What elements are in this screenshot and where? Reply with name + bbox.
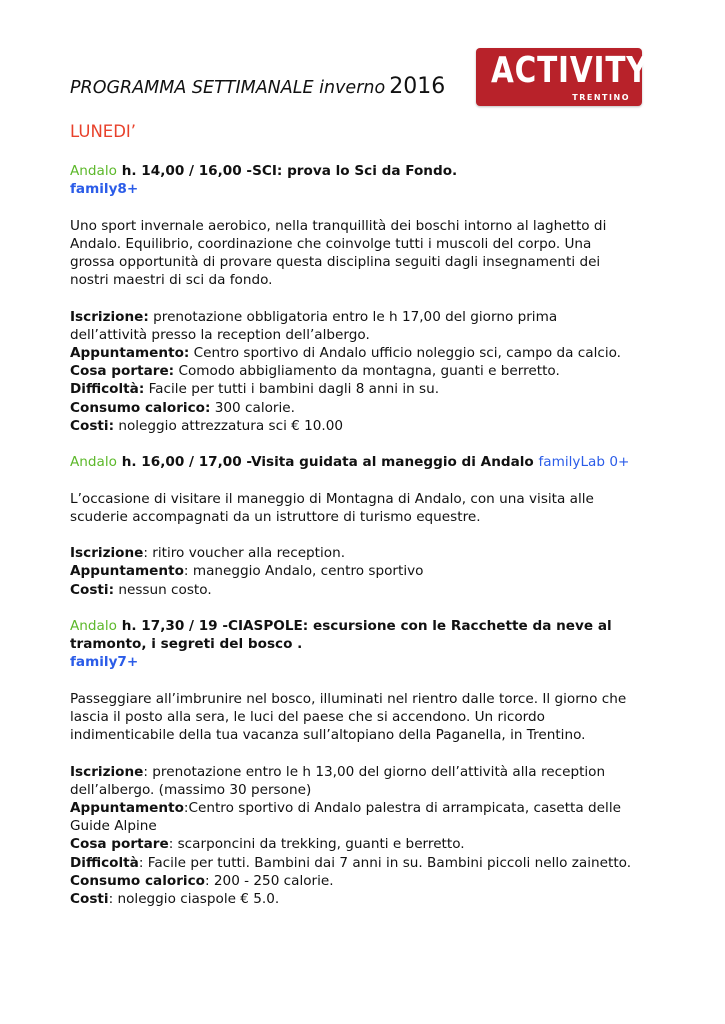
detail-label: Iscrizione: [70, 308, 149, 325]
detail-cosa-portare [70, 835, 670, 853]
event-ciaspole [70, 617, 670, 908]
event-heading-text: h. 16,00 / 17,00 -Visita guidata al maneggio di Andalo [116, 454, 539, 471]
event-description-line: Passeggiare all’imbrunire nel bosco, illuminati nel rientro dalle torce. Il giorno che [70, 690, 627, 707]
detail-costi [70, 890, 670, 908]
detail-label: Iscrizione [70, 763, 144, 780]
event-heading-continuation: tramonto, i segreti del bosco . [70, 636, 303, 653]
detail-label: Iscrizione [70, 545, 144, 562]
detail-continuation: Guide Alpine [70, 818, 157, 835]
detail-appuntamento [70, 799, 670, 817]
event-description-line: nostri maestri di sci da fondo. [70, 272, 273, 289]
detail-value: nessun costo. [114, 581, 212, 598]
detail-continuation: dell’attività presso la reception dell’albergo. [70, 326, 370, 343]
detail-label: Cosa portare: [70, 363, 175, 380]
detail-label: Appuntamento [70, 799, 184, 816]
detail-label: Consumo calorico: [70, 399, 211, 416]
activity-trentino-logo [476, 48, 649, 106]
detail-value: prenotazione obbligatoria entro le h 17,00 del giorno prima [148, 308, 558, 325]
event-description-line: indimenticabile della tua vacanza sull’altopiano della Paganella, in Trentino. [70, 727, 586, 744]
detail-iscrizione [70, 544, 670, 562]
detail-value: 300 calorie. [210, 399, 295, 416]
detail-difficolta [70, 854, 670, 872]
program-content [70, 162, 670, 908]
detail-appuntamento [70, 562, 670, 580]
detail-label: Difficoltà: [70, 381, 145, 398]
detail-value: :Centro sportivo di Andalo palestra di arrampicata, casetta delle [183, 799, 621, 816]
detail-value: : prenotazione entro le h 13,00 del giorno dell’attività alla reception [143, 763, 606, 780]
event-description-line: Andalo. Equilibrio, coordinazione che coinvolge tutti i muscoli del corpo. Una [70, 235, 592, 252]
detail-cosa-portare [70, 362, 670, 380]
event-family-tag: family7+ [70, 654, 139, 671]
detail-value: : ritiro voucher alla reception. [143, 545, 346, 562]
event-visita-maneggio [70, 453, 670, 599]
detail-label: Appuntamento: [70, 345, 190, 361]
day-heading: LUNEDI’ [70, 122, 137, 141]
detail-iscrizione [70, 763, 670, 781]
detail-label: Appuntamento [70, 563, 184, 580]
page-title [70, 74, 445, 99]
detail-consumo-calorico [70, 872, 670, 890]
event-family-tag: family8+ [70, 181, 139, 198]
detail-value: : Facile per tutti. Bambini dai 7 anni in su. Bambini piccoli nello zainetto. [138, 854, 632, 871]
event-heading [70, 453, 670, 471]
detail-difficolta [70, 380, 670, 398]
page-title-text: PROGRAMMA SETTIMANALE inverno [70, 78, 386, 98]
event-description-line: lascia il posto alla sera, le luci del paese che si accendono. Un ricordo [70, 708, 545, 725]
detail-value: noleggio attrezzatura sci € 10.00 [114, 417, 344, 434]
detail-label: Costi [70, 891, 109, 907]
event-heading [70, 162, 670, 180]
detail-value: Centro sportivo di Andalo ufficio noleggio sci, campo da calcio. [189, 345, 622, 361]
detail-appuntamento [70, 344, 670, 362]
logo-subtitle: TRENTINO [572, 93, 630, 102]
event-place: Andalo [70, 454, 117, 471]
event-place: Andalo [70, 163, 117, 179]
detail-value: : 200 - 250 calorie. [205, 872, 334, 889]
detail-value: : noleggio ciaspole € 5.0. [108, 891, 280, 907]
detail-costi [70, 417, 670, 435]
event-heading [70, 617, 670, 635]
detail-iscrizione [70, 308, 670, 326]
detail-label: Difficoltà [70, 854, 139, 871]
detail-label: Costi: [70, 581, 115, 598]
detail-continuation: dell’albergo. (massimo 30 persone) [70, 781, 312, 798]
event-place: Andalo [70, 617, 117, 634]
detail-value: : scarponcini da trekking, guanti e berretto. [168, 836, 465, 853]
event-heading-text: h. 14,00 / 16,00 -SCI: prova lo Sci da Fondo. [116, 163, 458, 179]
event-description-line: scuderie accompagnati da un istruttore di turismo equestre. [70, 508, 481, 525]
detail-value: Comodo abbigliamento da montagna, guanti e berretto. [174, 363, 560, 380]
detail-consumo-calorico [70, 399, 670, 417]
event-heading-text: h. 17,30 / 19 -CIASPOLE: escursione con le Racchette da neve al [116, 617, 612, 634]
detail-label: Cosa portare [70, 836, 169, 853]
logo-wordmark: ACTIVITY [490, 50, 649, 91]
detail-label: Consumo calorico [70, 872, 205, 889]
detail-value: : maneggio Andalo, centro sportivo [183, 563, 424, 580]
event-description-line: L’occasione di visitare il maneggio di Montagna di Andalo, con una visita alle [70, 490, 594, 507]
detail-costi [70, 581, 670, 599]
event-description-line: Uno sport invernale aerobico, nella tranquillità dei boschi intorno al laghetto di [70, 217, 607, 234]
page-title-year: 2016 [389, 74, 446, 99]
event-sci-fondo [70, 162, 670, 435]
detail-value: Facile per tutti i bambini dagli 8 anni in su. [144, 381, 440, 398]
event-description-line: grossa opportunità di provare questa disciplina seguiti dagli insegnamenti dei [70, 254, 601, 270]
detail-label: Costi: [70, 417, 115, 434]
event-family-tag: familyLab 0+ [538, 454, 630, 471]
